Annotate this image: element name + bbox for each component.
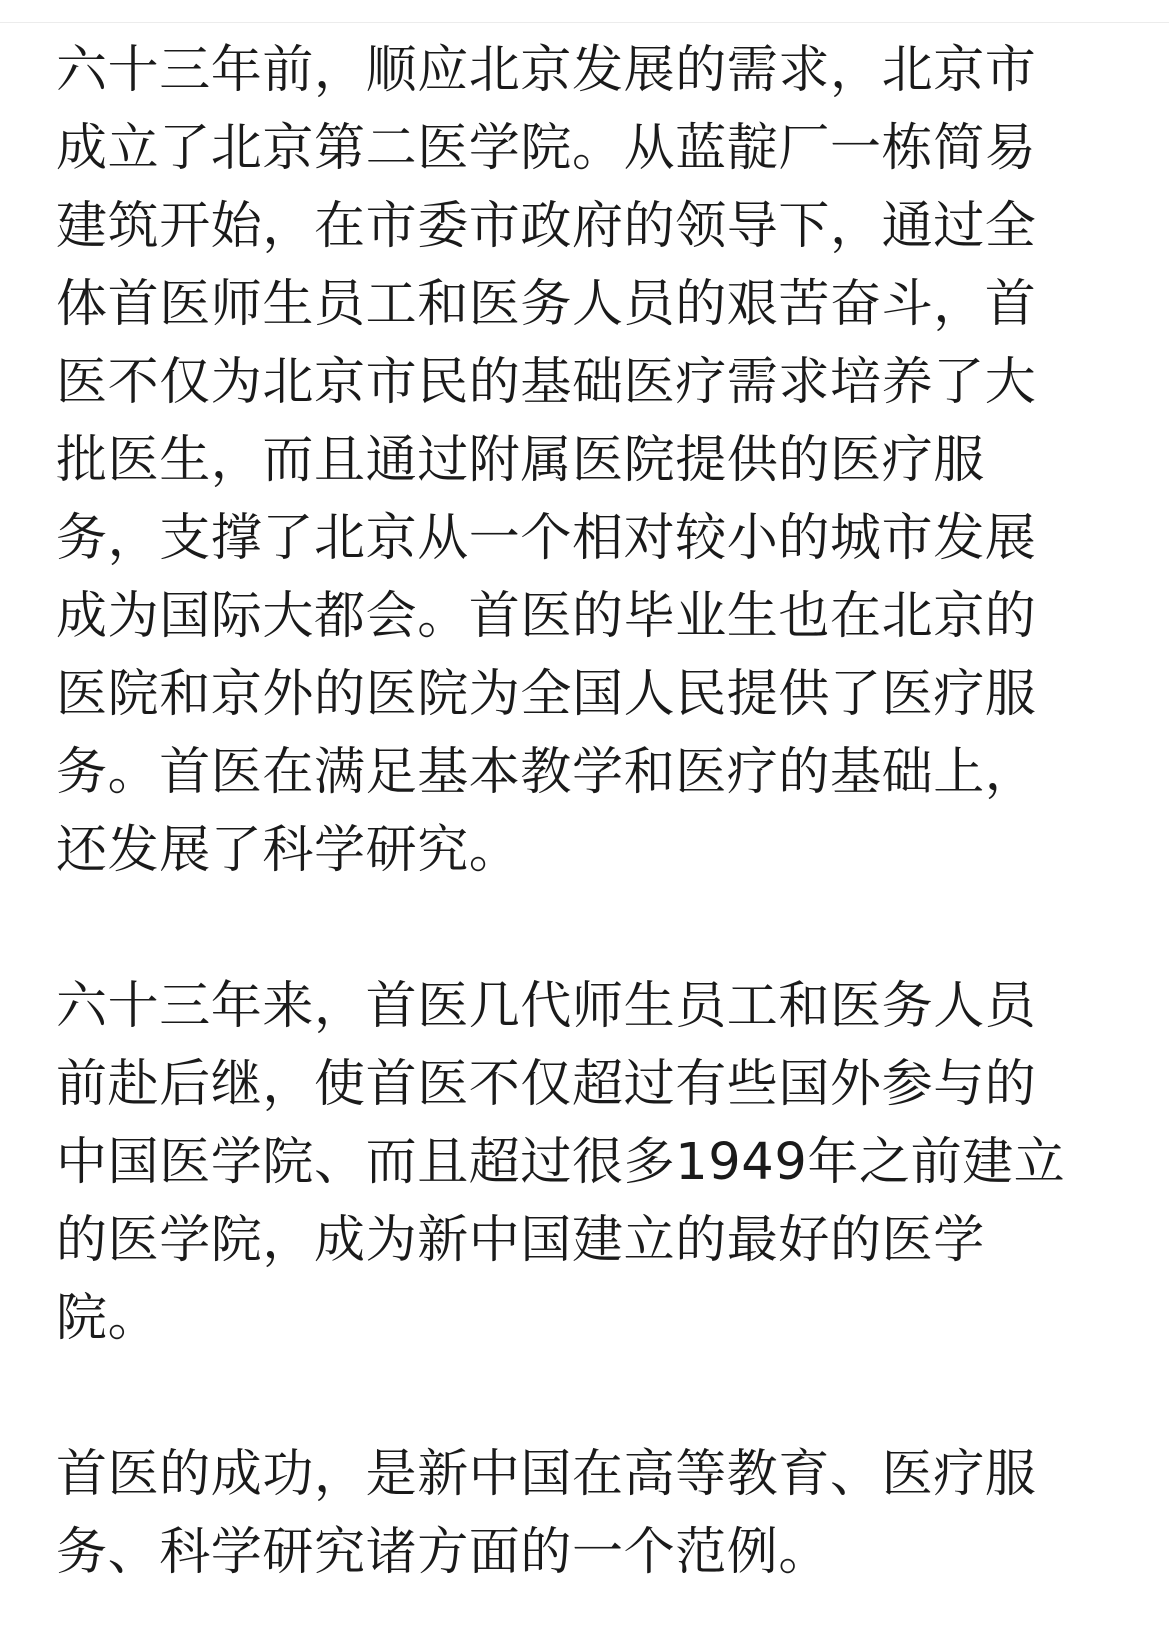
article-body: [56, 32, 1066, 1592]
text-line: 首医的成功，是新中国在高等教育、医疗服: [56, 1445, 1037, 1504]
text-line: 成为国际大都会。首医的毕业生也在北京的: [56, 587, 1037, 646]
text-line: 中国医学院、而且超过很多1949年之前建立: [56, 1133, 1066, 1192]
text-line: 前赴后继，使首医不仅超过有些国外参与的: [56, 1055, 1037, 1114]
text-line: 体首医师生员工和医务人员的艰苦奋斗，首: [56, 275, 1037, 334]
text-line: 六十三年来，首医几代师生员工和医务人员: [56, 977, 1037, 1036]
text-line: 医不仅为北京市民的基础医疗需求培养了大: [56, 353, 1037, 412]
text-line: 六十三年前，顺应北京发展的需求，北京市: [56, 41, 1037, 100]
text-line: 院。: [56, 1289, 160, 1348]
text-line: 成立了北京第二医学院。从蓝靛厂一栋简易: [56, 119, 1037, 178]
text-line: 还发展了科学研究。: [56, 821, 521, 880]
paragraph-spacer: [56, 1358, 1056, 1436]
text-line: 务。首医在满足基本教学和医疗的基础上，: [56, 743, 1037, 802]
paragraph-1: [56, 32, 1056, 890]
paragraph-spacer: [56, 890, 1056, 968]
text-line: 务，支撑了北京从一个相对较小的城市发展: [56, 509, 1037, 568]
paragraph-3: [56, 1436, 1056, 1592]
text-line: 批医生，而且通过附属医院提供的医疗服: [56, 431, 985, 490]
text-line: 医院和京外的医院为全国人民提供了医疗服: [56, 665, 1037, 724]
text-line: 建筑开始，在市委市政府的领导下，通过全: [56, 197, 1037, 256]
text-line: 务、科学研究诸方面的一个范例。: [56, 1523, 831, 1582]
text-line: 的医学院，成为新中国建立的最好的医学: [56, 1211, 985, 1270]
top-divider: [0, 0, 1169, 23]
paragraph-2: [56, 968, 1066, 1358]
